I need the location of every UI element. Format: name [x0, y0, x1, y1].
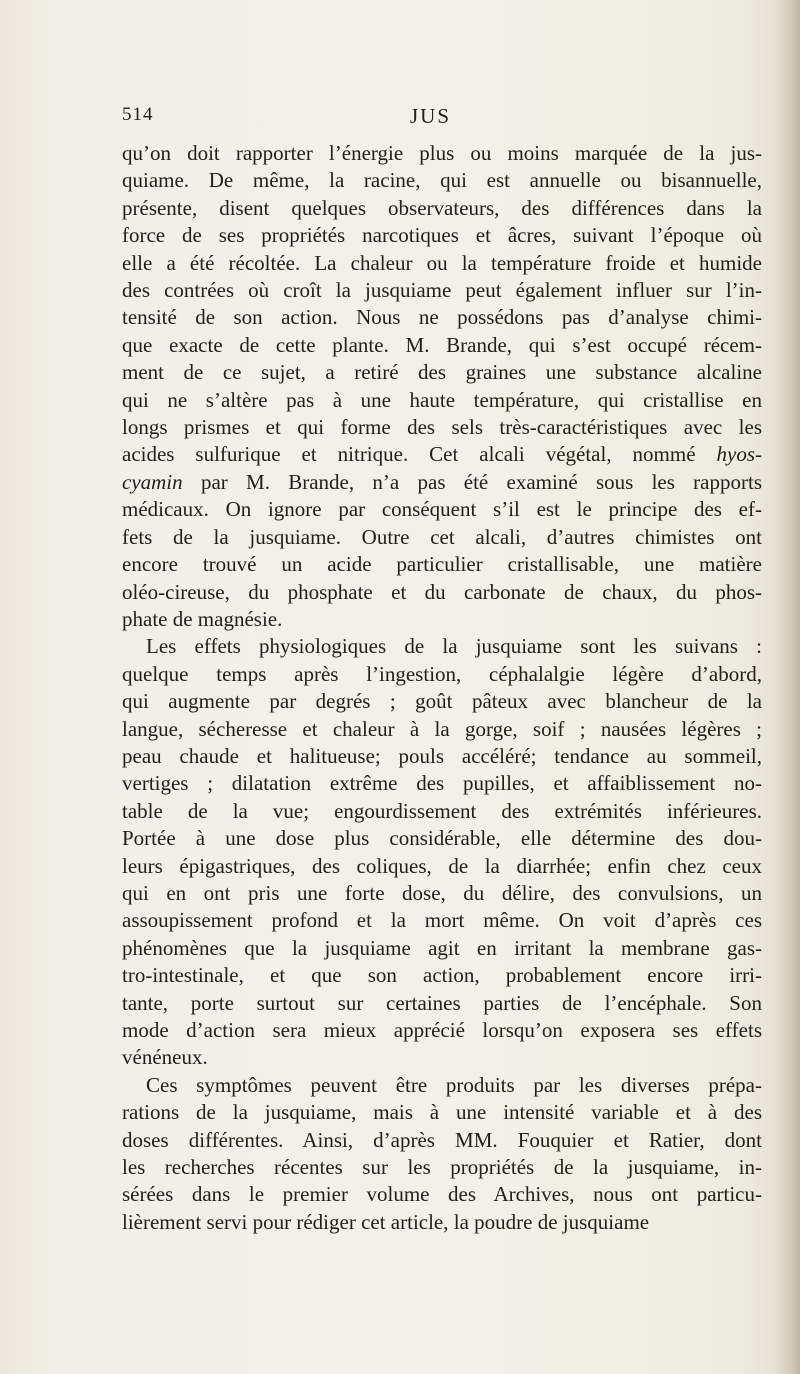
text-line: les recherches récentes sur les propriétés de la jusquiame, in-: [122, 1155, 762, 1180]
paragraph: [122, 1072, 762, 1236]
text-line: lièrement servi pour rédiger cet article, la poudre de jusquiame: [122, 1209, 650, 1234]
italic-term: hyos-: [716, 442, 762, 467]
page-number: 514: [122, 104, 154, 125]
text-line: qu’on doit rapporter l’énergie plus ou moins marquée de la jus-: [122, 141, 762, 165]
text-line: peau chaude et halitueuse; pouls accéléré; tendance au sommeil,: [122, 743, 762, 768]
body-text: [122, 140, 762, 1236]
page-header: [122, 104, 762, 134]
paragraph: [122, 140, 762, 633]
text-line: Ces symptômes peuvent être produits par les diverses prépa-: [146, 1072, 762, 1097]
text-line: que exacte de cette plante. M. Brande, qui s’est occupé récem-: [122, 332, 762, 357]
text-line: médicaux. On ignore par conséquent s’il est le principe des ef-: [122, 497, 762, 522]
text-line: sérées dans le premier volume des Archives, nous ont particu-: [122, 1182, 762, 1207]
text-line: quiame. De même, la racine, qui est annuelle ou bisannuelle,: [122, 168, 762, 193]
text-line: doses différentes. Ainsi, d’après MM. Fouquier et Ratier, dont: [122, 1127, 762, 1152]
text-line: ment de ce sujet, a retiré des graines une substance alcaline: [122, 360, 762, 385]
text-line: quelque temps après l’ingestion, céphalalgie légère d’abord,: [122, 661, 762, 686]
text-line: oléo-cireuse, du phosphate et du carbonate de chaux, du phos-: [122, 579, 762, 604]
running-head: JUS: [410, 104, 452, 128]
paragraph: [122, 633, 762, 1072]
text-line: tro-intestinale, et que son action, probablement encore irri-: [122, 963, 762, 988]
page-edge-shadow: [774, 0, 800, 1374]
text-line: phénomènes que la jusquiame agit en irritant la membrane gas-: [122, 935, 762, 960]
text-line: tante, porte surtout sur certaines parties de l’encéphale. Son: [122, 990, 762, 1015]
text-line: tensité de son action. Nous ne possédons pas d’analyse chimi-: [122, 305, 762, 330]
text-line: qui augmente par degrés ; goût pâteux avec blancheur de la: [122, 689, 762, 714]
italic-term: cyamin: [122, 469, 183, 494]
text-line: présente, disent quelques observateurs, des différences dans la: [122, 195, 762, 220]
text-line: assoupissement profond et la mort même. On voit d’après ces: [122, 908, 762, 933]
text-line: qui ne s’altère pas à une haute température, qui cristallise en: [122, 387, 762, 412]
text-line: leurs épigastriques, des coliques, de la diarrhée; enfin chez ceux: [122, 853, 762, 878]
text-line: vertiges ; dilatation extrême des pupilles, et affaiblissement no-: [122, 771, 762, 796]
text-line: fets de la jusquiame. Outre cet alcali, d’autres chimistes ont: [122, 524, 762, 549]
text-line: rations de la jusquiame, mais à une intensité variable et à des: [122, 1100, 762, 1125]
text-line: longs prismes et qui forme des sels très-caractéristiques avec les: [122, 415, 762, 440]
text-line: mode d’action sera mieux apprécié lorsqu’on exposera ses effets: [122, 1018, 762, 1042]
text-line: encore trouvé un acide particulier cristallisable, une matière: [122, 552, 762, 577]
text-line: force de ses propriétés narcotiques et âcres, suivant l’époque où: [122, 223, 762, 248]
text-line: phate de magnésie.: [122, 606, 283, 631]
text-line: qui en ont pris une forte dose, du délire, des convulsions, un: [122, 880, 762, 905]
text-line: Portée à une dose plus considérable, elle détermine des dou-: [122, 826, 762, 851]
text-line: vénéneux.: [122, 1045, 208, 1070]
text-line: cyamin par M. Brande, n’a pas été examiné sous les rapports: [122, 469, 762, 494]
text-line: langue, sécheresse et chaleur à la gorge, soif ; nausées légères ;: [122, 716, 762, 741]
text-line: acides sulfurique et nitrique. Cet alcali végétal, nommé hyos-: [122, 442, 762, 467]
text-line: Les effets physiologiques de la jusquiame sont les suivans :: [146, 634, 762, 659]
text-line: table de la vue; engourdissement des extrémités inférieures.: [122, 798, 762, 823]
text-line: elle a été récoltée. La chaleur ou la température froide et humide: [122, 250, 762, 275]
text-line: des contrées où croît la jusquiame peut également influer sur l’in-: [122, 278, 762, 303]
